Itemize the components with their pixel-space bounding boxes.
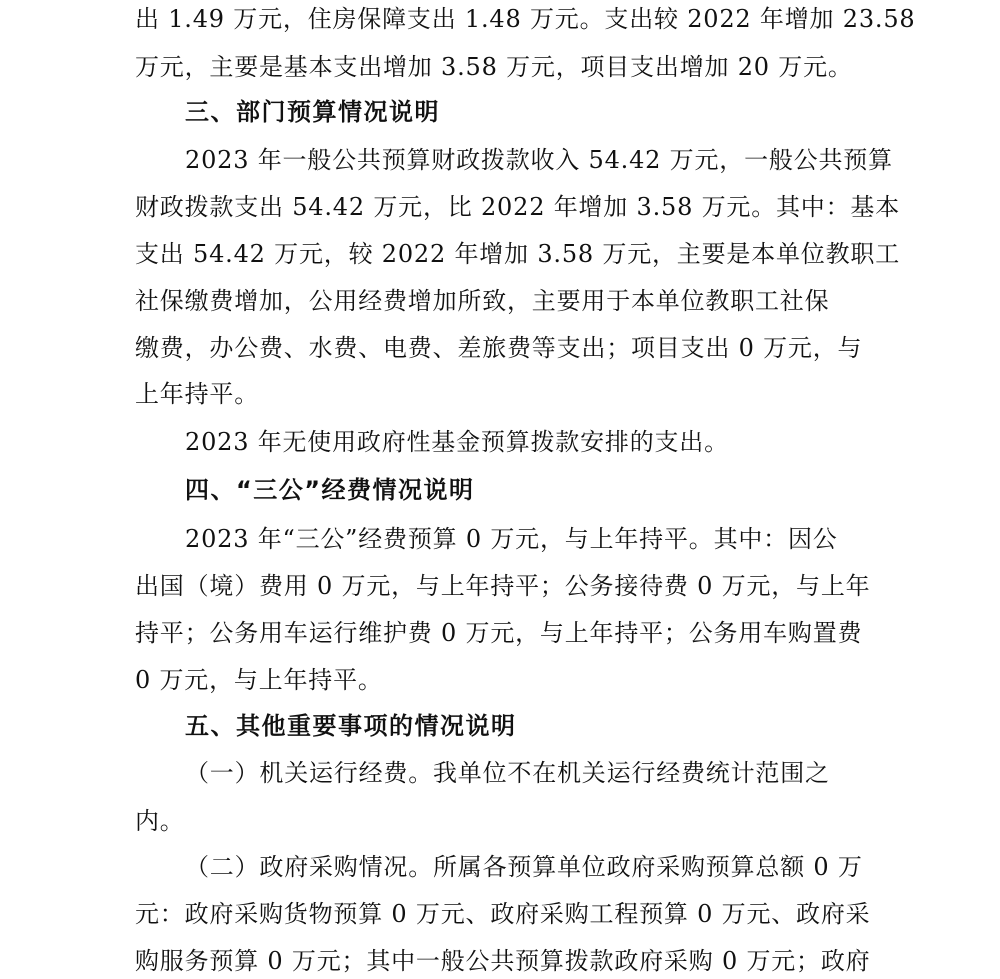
section-heading-5: 五、其他重要事项的情况说明	[185, 712, 517, 740]
paragraph-line: 出 1.49 万元，住房保障支出 1.48 万元。支出较 2022 年增加 23.58	[135, 5, 916, 33]
paragraph-line: 财政拨款支出 54.42 万元，比 2022 年增加 3.58 万元。其中：基本	[135, 193, 900, 221]
paragraph-line: （一）机关运行经费。我单位不在机关运行经费统计范围之	[185, 759, 830, 787]
paragraph-line: 元：政府采购货物预算 0 万元、政府采购工程预算 0 万元、政府采	[135, 900, 871, 928]
paragraph-line: 2023 年一般公共预算财政拨款收入 54.42 万元，一般公共预算	[185, 146, 893, 174]
paragraph-line: 0 万元，与上年持平。	[135, 666, 383, 694]
paragraph-line: 持平；公务用车运行维护费 0 万元，与上年持平；公务用车购置费	[135, 619, 863, 647]
paragraph-line: 2023 年“三公”经费预算 0 万元，与上年持平。其中：因公	[185, 525, 838, 553]
paragraph-line: 缴费，办公费、水费、电费、差旅费等支出；项目支出 0 万元，与	[135, 334, 863, 362]
paragraph-line: 上年持平。	[135, 380, 259, 408]
paragraph-line: 万元，主要是基本支出增加 3.58 万元，项目支出增加 20 万元。	[135, 53, 853, 81]
paragraph-line: （二）政府采购情况。所属各预算单位政府采购预算总额 0 万	[185, 853, 863, 881]
paragraph-line: 购服务预算 0 万元；其中一般公共预算拨款政府采购 0 万元；政府	[135, 947, 871, 975]
paragraph-line: 社保缴费增加，公用经费增加所致，主要用于本单位教职工社保	[135, 287, 830, 315]
section-heading-4: 四、“三公”经费情况说明	[185, 476, 475, 504]
paragraph-line: 内。	[135, 807, 185, 835]
paragraph-line: 支出 54.42 万元，较 2022 年增加 3.58 万元，主要是本单位教职工	[135, 240, 900, 268]
paragraph-line: 2023 年无使用政府性基金预算拨款安排的支出。	[185, 428, 729, 456]
paragraph-line: 出国（境）费用 0 万元，与上年持平；公务接待费 0 万元，与上年	[135, 572, 871, 600]
section-heading-3: 三、部门预算情况说明	[185, 98, 440, 126]
